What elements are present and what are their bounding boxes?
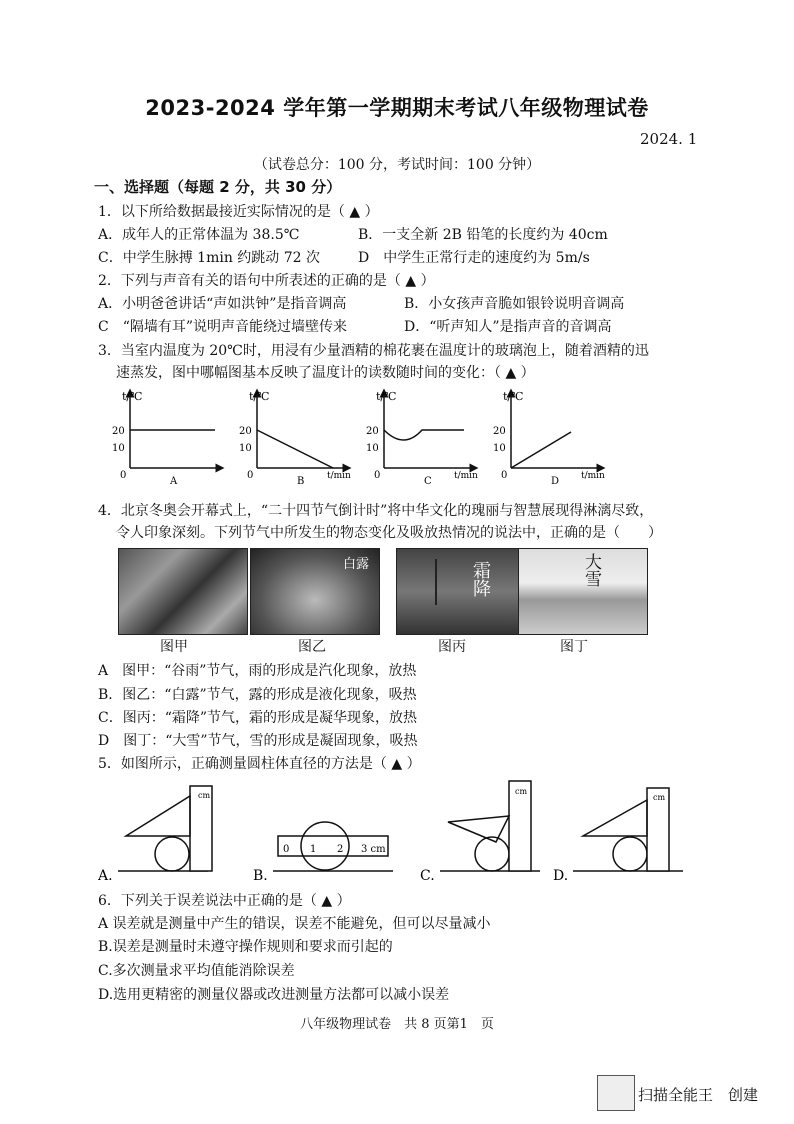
q4-stem-line2: 令人印象深刻。下列节气中所发生的物态变化及吸放热情况的说法中，正确的是（ ）	[116, 525, 662, 541]
q5-diagrams	[98, 776, 698, 888]
q3-graphs	[110, 388, 610, 488]
diagram-d-unit: cm	[653, 793, 666, 802]
diagram-b-tick1: 1	[310, 844, 317, 855]
caption-bing: 图丙	[438, 639, 466, 655]
photo-bing-text: 霜降	[470, 561, 491, 597]
graph-c-curve	[384, 430, 464, 440]
graph-d	[493, 390, 605, 487]
graph-d-curve	[511, 432, 571, 468]
graph-d-tick10: 10	[493, 443, 506, 454]
q6-option-a: A 误差就是测量中产生的错误，误差不能避免，但可以尽量减小	[98, 916, 491, 932]
q1-option-d: D 中学生正常行走的速度约为 5m/s	[358, 250, 590, 266]
diagram-c-label: C.	[420, 868, 435, 884]
exam-date: 2024. 1	[640, 130, 698, 148]
caption-ding: 图丁	[560, 639, 588, 655]
diagram-b-tick0: 0	[283, 844, 290, 855]
graph-a-tick20: 20	[112, 426, 125, 437]
photo-jia	[118, 548, 248, 635]
diagram-a-unit: cm	[198, 791, 211, 800]
caption-yi: 图乙	[298, 639, 326, 655]
graph-c-tick10: 10	[366, 443, 379, 454]
q6-stem: 6．下列关于误差说法中正确的是（ ▲ ）	[98, 893, 351, 909]
graph-c-xlabel: t/min	[454, 471, 478, 481]
photo-bing	[396, 548, 526, 635]
q6-option-c: C.多次测量求平均值能消除误差	[98, 963, 295, 979]
photo-yi	[250, 548, 380, 635]
q2-option-a: A．小明爸爸讲话“声如洪钟”是指音调高	[98, 296, 347, 312]
scanner-watermark: 扫描全能王 创建	[638, 1086, 759, 1104]
graph-c-tick20: 20	[366, 426, 379, 437]
diagram-b-tick3: 3 cm	[361, 844, 386, 855]
graph-d-ylabel: t/℃	[503, 390, 524, 403]
graph-a-label: A	[170, 476, 178, 487]
graph-c	[366, 390, 478, 487]
diagram-c	[420, 781, 540, 884]
q4-option-b: B．图乙：“白露”节气，露的形成是液化现象，吸热	[98, 687, 417, 703]
photo-ding-text: 大雪	[581, 553, 601, 587]
q4-option-d: D 图丁：“大雪”节气，雪的形成是凝固现象，吸热	[98, 733, 418, 749]
graph-a-tick10: 10	[112, 443, 125, 454]
q2-option-d: D．“听声知人”是指声音的音调高	[404, 319, 612, 335]
graph-a-tick0: 0	[120, 470, 127, 481]
diagram-c-unit: cm	[515, 787, 528, 796]
section-heading: 一、选择题（每题 2 分，共 30 分）	[94, 178, 342, 196]
diagram-a-label: A.	[98, 868, 113, 884]
graph-b-curve	[257, 430, 333, 468]
diagram-d	[553, 788, 683, 884]
q2-stem: 2．下列与声音有关的语句中所表述的正确的是（ ▲ ）	[98, 273, 435, 289]
graph-d-xlabel: t/min	[581, 471, 605, 481]
photo-yi-text: 白露	[342, 557, 369, 572]
graph-b-xlabel: t/min	[327, 471, 351, 481]
q1-option-c: C．中学生脉搏 1min 约跳动 72 次	[98, 250, 321, 266]
exam-title: 2023-2024 学年第一学期期末考试八年级物理试卷	[145, 96, 649, 120]
graph-b-tick10: 10	[239, 443, 252, 454]
graph-b-ylabel: t/℃	[249, 390, 270, 403]
q4-option-a: A 图甲：“谷雨”节气，雨的形成是汽化现象，放热	[98, 663, 417, 679]
q3-stem-line1: 3．当室内温度为 20℃时，用浸有少量酒精的棉花裹在温度计的玻璃泡上，随着酒精的迅	[98, 343, 649, 359]
graph-b-tick0: 0	[247, 470, 254, 481]
q2-option-b: B．小女孩声音脆如银铃说明音调高	[404, 296, 625, 312]
graph-a-ylabel: t/℃	[122, 390, 143, 403]
q6-option-b: B.误差是测量时未遵守操作规则和要求而引起的	[98, 939, 393, 955]
q6-option-d: D.选用更精密的测量仪器或改进测量方法都可以减小误差	[98, 987, 450, 1003]
diagram-a	[98, 786, 212, 884]
q1-option-a: A．成年人的正常体温为 38.5℃	[98, 227, 300, 243]
graph-d-tick0: 0	[501, 470, 508, 481]
q1-option-b: B．一支全新 2B 铅笔的长度约为 40cm	[358, 227, 608, 243]
diagram-b-tick2: 2	[337, 844, 344, 855]
graph-b-tick20: 20	[239, 426, 252, 437]
diagram-b-label: B.	[253, 868, 268, 884]
graph-d-tick20: 20	[493, 426, 506, 437]
graph-d-label: D	[551, 476, 560, 487]
graph-b-label: B	[297, 476, 305, 487]
q5-stem: 5．如图所示，正确测量圆柱体直径的方法是（ ▲ ）	[98, 756, 421, 772]
q4-stem-line1: 4．北京冬奥会开幕式上，“二十四节气倒计时”将中华文化的瑰丽与智慧展现得淋漓尽致，	[98, 503, 654, 519]
q2-option-c: C “隔墙有耳”说明声音能绕过墙壁传来	[98, 319, 348, 335]
graph-b	[239, 390, 351, 487]
graph-c-tick0: 0	[374, 470, 381, 481]
scanner-logo-icon	[597, 1075, 635, 1111]
q1-stem: 1．以下所给数据最接近实际情况的是（ ▲ ）	[98, 204, 379, 220]
graph-c-label: C	[424, 476, 432, 487]
photo-ding	[518, 548, 648, 635]
q4-option-c: C．图丙：“霜降”节气，霜的形成是凝华现象，放热	[98, 710, 418, 726]
caption-jia: 图甲	[160, 639, 188, 655]
exam-subtitle: （试卷总分：100 分，考试时间：100 分钟）	[253, 157, 541, 173]
graph-c-ylabel: t/℃	[376, 390, 397, 403]
page-footer: 八年级物理试卷 共 8 页第1 页	[300, 1017, 494, 1032]
photo-bing-stem	[435, 559, 449, 605]
q3-stem-line2: 速蒸发，图中哪幅图基本反映了温度计的读数随时间的变化：（ ▲ ）	[116, 365, 535, 381]
diagram-d-label: D.	[553, 868, 569, 884]
graph-a	[112, 390, 220, 487]
diagram-b	[253, 822, 393, 884]
